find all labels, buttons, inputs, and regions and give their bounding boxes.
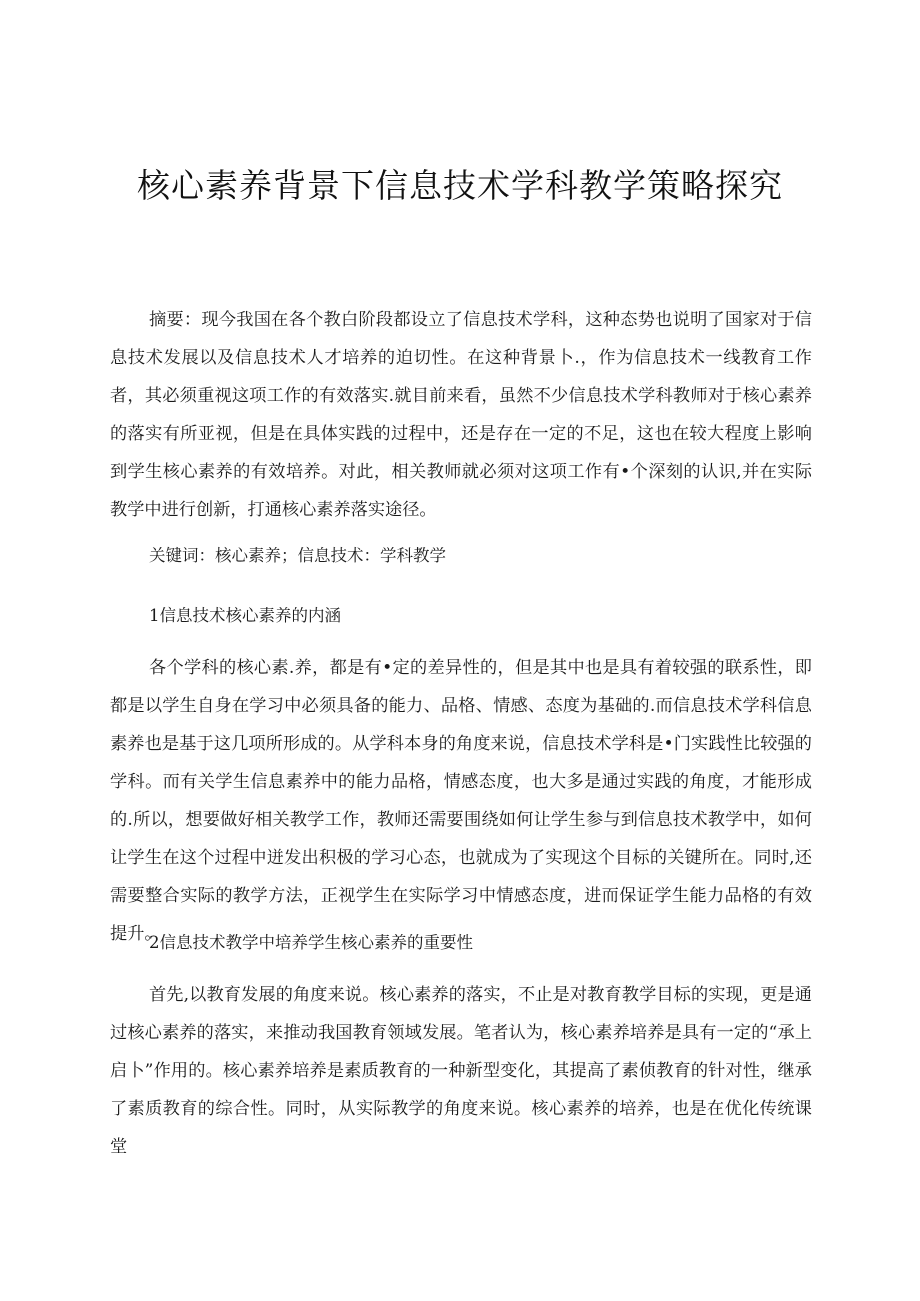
keywords-line: 关键词：核心素养；信息技术：学科教学 (149, 546, 446, 565)
abstract-paragraph: 摘要：现今我国在各个教白阶段都设立了信息技术学科，这种态势也说明了国家对于信息技术发展以及信息技术人才培养的迫切性。在这种背景卜.，作为信息技术一线教育工作者，其必须重视这项工作的有效落实.就目前来看，虽然不少信息技术学科教师对于核心素养的落实有所亚视，但是在具体实践的过程中，还是存在一定的不足，这也在较大程度上影响到学生核心素养的有效培养。对此，相关教师就必须对这项工作有•个深刻的认识,并在实际教学中进行创新，打通核心素养落实途径。 (110, 310, 812, 520)
section-1-heading: 1信息技术核心素养的内涵 (149, 606, 341, 625)
section-1-paragraph: 各个学科的核心素.养，都是有•定的差异性的，但是其中也是具有着较强的联系性，即都是以学生自身在学习中必须具备的能力、品格、情感、态度为基础的.而信息技术学科信息素养也是基于这几项所形成的。从学科本身的角度来说，信息技术学科是•门实践性比较强的学科。而有关学生信息素养中的能力品格，情感态度，也大多是通过实践的角度，才能形成的.所以，想要做好相关教学工作，教师还需要围绕如何让学生参与到信息技术教学中，如何让学生在这个过程中迸发出积极的学习心态，也就成为了实现这个目标的关键所在。同时,还需要整合实际的教学方法，正视学生在实际学习中情感态度，进而保证学生能力品格的有效提升。 (110, 658, 812, 944)
section-2-heading: 2信息技术教学中培养学生核心素养的重要性 (149, 933, 473, 952)
section-2-paragraph: 首先,以教育发展的角度来说。核心素养的落实，不止是对教育教学目标的实现，更是通过核心素养的落实，来推动我国教育领域发展。笔者认为，核心素养培养是具有一定的“承上启卜”作用的。核心素养培养是素质教育的一种新型变化，其提高了素侦教育的针对性，继承了素质教育的综合性。同时，从实际教学的角度来说。核心素养的培养，也是在优化传统课堂 (110, 985, 812, 1157)
document-title: 核心素养背景下信息技术学科教学策略探究 (137, 166, 783, 205)
